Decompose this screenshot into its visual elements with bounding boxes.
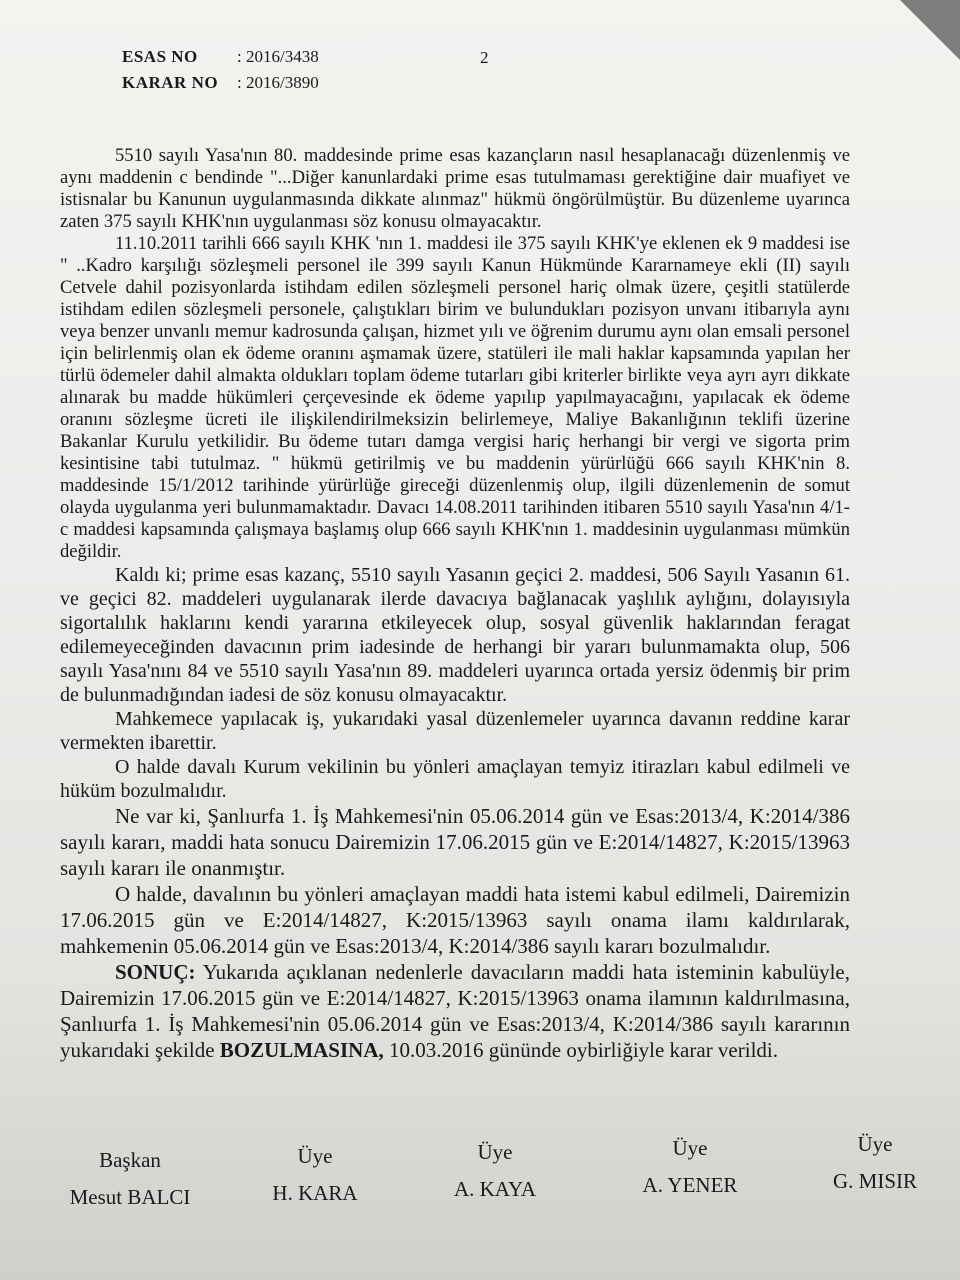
signature-name: A. KAYA	[453, 1177, 537, 1201]
signature-role: Başkan	[99, 1148, 161, 1172]
signature-name: Mesut BALCI	[69, 1185, 191, 1209]
esas-label: ESAS NO	[122, 47, 198, 66]
paragraph-5: O halde davalı Kurum vekilinin bu yönleri amaçlayan temyiz itirazları kabul edilmeli ve hüküm bozulmalıdır.	[60, 756, 850, 802]
paragraph-2: 11.10.2011 tarihli 666 sayılı KHK 'nın 1. maddesi ile 375 sayılı KHK'ye eklenen ek 9 maddesi ise " ..Kadro karşılığı sözleşmeli personel ile 399 sayılı Kanun Hükmünde Kararnameye ekli (II) sayılı Cetvele dahil pozisyonlarda istihdam edilen sözleşmeli personel hariç olmak üzere, çeşitli statülerde istihdam edilen sözleşmeli personele, çalıştıkları birim ve bulundukları pozisyon unvanı itibarıyla aynı veya benzer unvanlı memur kadrosunda çalışan, hizmet yılı ve öğrenim durumu aynı olan emsali personel için belirlenmiş olan ek ödeme oranını aşmamak üzere, statüleri ile mali haklar kapsamında yapılan her türlü ödemeler dahil almakta oldukları toplam ödeme tutarları gibi kriterler birlikte veya ayrı ayrı dikkate alınarak bu madde hükümleri çerçevesinde ek ödeme yapılıp yapılmayacağını, yapılacak ek ödeme oranını sözleşme ücreti ile ilişkilendirilmeksizin belirlemeye, Maliye Bakanlığının teklifi üzerine Bakanlar Kurulu yetkilidir. Bu ödeme tutarı damga vergisi hariç herhangi bir vergi ve sigorta prim kesintisine tabi tutulmaz. " hükmü getirilmiş ve bu maddenin yürürlüğü 666 sayılı KHK'nin 8. maddesinde 15/1/2012 tarihinde yürürlüğe gireceği düzenlenmiş olup, ilgili düzenlemenin de somut olayda uygulanma yeri bulunmamaktadır. Davacı 14.08.2011 tarihinden itibaren 5510 sayılı Yasa'nın 4/1-c maddesi kapsamında çalışmaya başlamış olup 666 sayılı KHK'nın 1. maddesinin uygulanması mümkün değildir.	[60, 233, 850, 562]
paragraph-1: 5510 sayılı Yasa'nın 80. maddesinde prime esas kazançların nasıl hesaplanacağı düzenlenmiş ve aynı maddenin c bendinde "...Diğer kanunlardaki prime esas tutulmaması gerektiğine dair muafiyet ve istisnalar bu Kanunun uygulanmasında dikkate alınmaz" hükmü öngörülmüştür. Bu düzenleme uyarınca zaten 375 sayılı KHK'nın uygulanması söz konusu olmayacaktır.	[60, 145, 850, 232]
page-corner	[900, 0, 960, 60]
signature-name: H. KARA	[272, 1181, 358, 1205]
signature-block	[0, 1130, 960, 1240]
signature-name: G. MISIR	[832, 1169, 917, 1193]
decision-body	[60, 145, 850, 1063]
signature-role: Üye	[477, 1140, 513, 1164]
signature-name: A. YENER	[642, 1173, 738, 1197]
signature-member-4	[800, 1132, 950, 1194]
signature-role: Üye	[857, 1132, 893, 1156]
conclusion-bold: BOZULMASINA,	[219, 1038, 384, 1062]
case-header	[122, 44, 319, 96]
paragraph-6: Ne var ki, Şanlıurfa 1. İş Mahkemesi'nin 05.06.2014 gün ve Esas:2013/4, K:2014/386 sayılı kararı, maddi hata sonucu Dairemizin 17.06.2015 gün ve E:2014/14827, K:2015/13963 sayılı kararı ile onanmıştır.	[60, 804, 850, 880]
karar-value: : 2016/3890	[237, 73, 319, 92]
paragraph-7: O halde, davalının bu yönleri amaçlayan maddi hata istemi kabul edilmeli, Dairemizin 17.06.2015 gün ve E:2014/14827, K:2015/13963 sayılı onama ilamı kaldırılarak, mahkemenin 05.06.2014 gün ve Esas:2013/4, K:2014/386 sayılı kararı bozulmalıdır.	[60, 882, 850, 958]
page-number: 2	[480, 48, 489, 67]
conclusion-label: SONUÇ:	[115, 960, 196, 984]
signature-member-3	[610, 1136, 770, 1198]
conclusion-text-after: 10.03.2016 gününde oybirliğiyle karar verildi.	[383, 1038, 779, 1062]
paragraph-3: Kaldı ki; prime esas kazanç, 5510 sayılı Yasanın geçici 2. maddesi, 506 Sayılı Yasanın 61. ve geçici 82. maddeleri uygulanarak ilerde davacıya bağlanacak yaşlılık aylığını, dolayısıyla sigortalılık haklarını kendi yararına etkileyecek olup, sosyal güvenlik haklarından feragat edilemeyeceğinden davacının prim iadesinde de herhangi bir yararı bulunmamakta olup, 506 sayılı Yasa'nını 84 ve 5510 sayılı Yasa'nın 89. maddeleri uyarınca ortada yersiz ödenmiş bir prim de bulunmadığından iadesi de söz konusu olmayacaktır.	[60, 564, 850, 706]
conclusion-paragraph	[60, 959, 850, 1063]
esas-value: : 2016/3438	[237, 47, 319, 66]
signature-member-2	[420, 1140, 570, 1202]
signature-role: Üye	[297, 1144, 333, 1168]
karar-label: KARAR NO	[122, 73, 219, 92]
signature-member-1	[240, 1144, 390, 1206]
conclusion-text-before: Yukarıda açıklanan nedenlerle davacıların maddi hata isteminin kabulüyle, Dairemizin 17.06.2015 gün ve E:2014/14827, K:2015/13963 onama ilamının kaldırılmasına, Şanlıurfa 1. İş Mahkemesi'nin 05.06.2014 gün ve Esas:2013/4, K:2014/386 sayılı kararının yukarıdaki şekilde	[60, 960, 850, 1062]
signature-chair	[55, 1148, 205, 1210]
signature-role: Üye	[672, 1136, 708, 1160]
paragraph-4: Mahkemece yapılacak iş, yukarıdaki yasal düzenlemeler uyarınca davanın reddine karar vermekten ibarettir.	[60, 708, 850, 754]
